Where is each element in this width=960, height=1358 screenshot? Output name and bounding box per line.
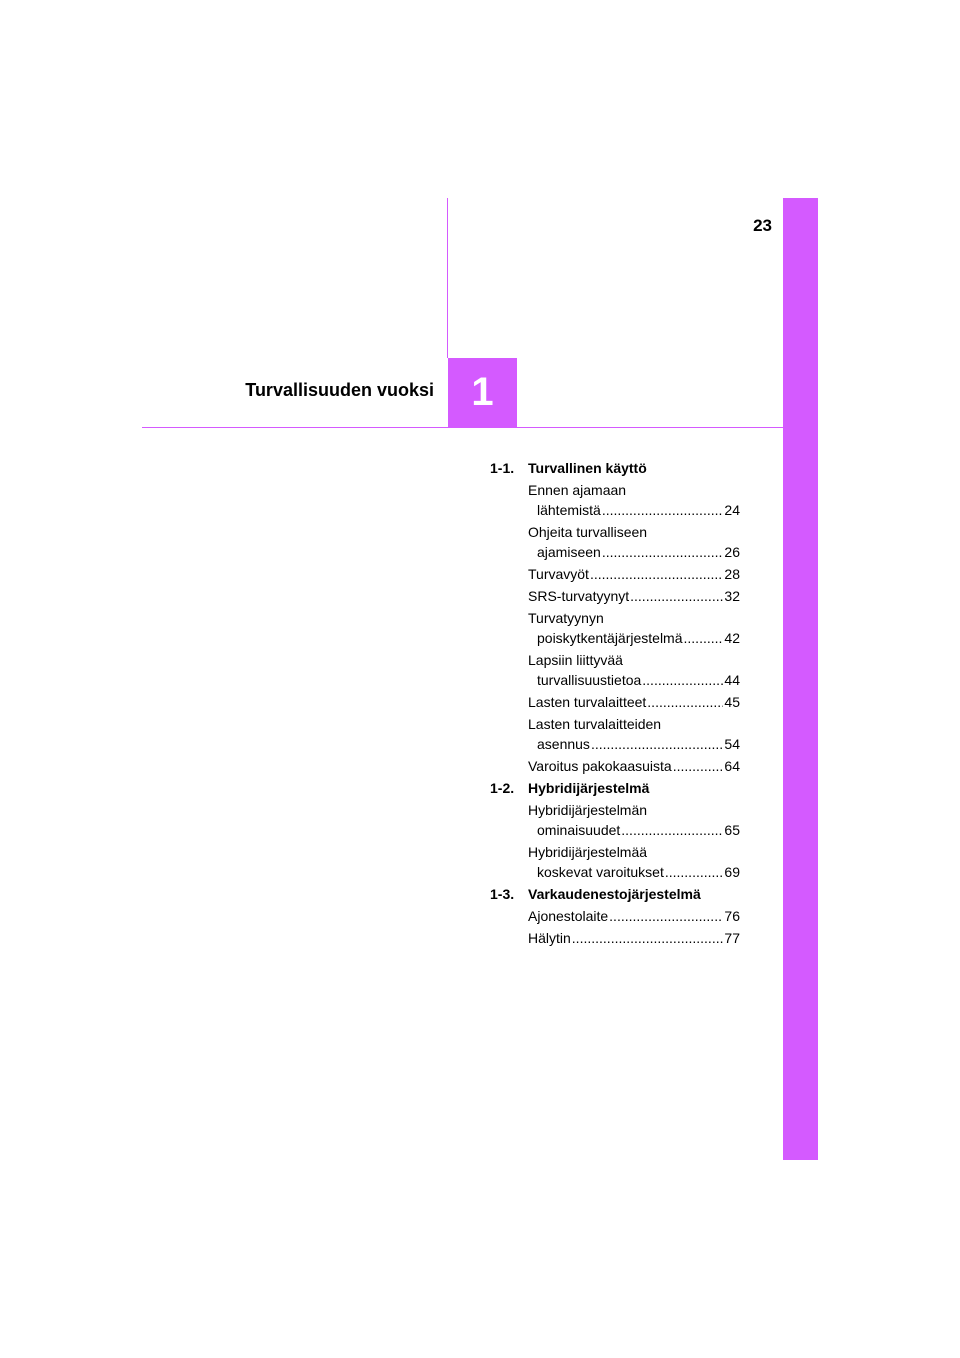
dot-leader bbox=[647, 692, 723, 712]
toc-entry-page: 26 bbox=[724, 544, 740, 560]
dot-leader bbox=[609, 906, 723, 926]
toc-entry-line bbox=[528, 928, 740, 948]
toc-entry[interactable] bbox=[490, 800, 740, 840]
toc-entry-page: 28 bbox=[724, 566, 740, 582]
toc-entry-line bbox=[528, 586, 740, 606]
toc-entry-line bbox=[528, 906, 740, 926]
toc-entry[interactable] bbox=[490, 842, 740, 882]
toc-entry-label: poiskytkentäjärjestelmä bbox=[537, 630, 683, 646]
toc-entry-page: 45 bbox=[724, 694, 740, 710]
toc-entry-title-line: Ohjeita turvalliseen bbox=[528, 524, 648, 540]
toc-section bbox=[490, 884, 740, 948]
toc-entry-label: turvallisuustietoa bbox=[537, 672, 642, 688]
toc-entry[interactable] bbox=[490, 756, 740, 776]
toc-entry-label: Ajonestolaite bbox=[528, 908, 609, 924]
toc-section-title: Turvallinen käyttö bbox=[528, 460, 647, 476]
dot-leader bbox=[665, 862, 724, 882]
toc-entry[interactable] bbox=[490, 522, 740, 562]
toc-entry-title-line: Lapsiin liittyvää bbox=[528, 652, 623, 668]
toc-entry-label: Turvavyöt bbox=[528, 566, 589, 582]
dot-leader bbox=[642, 670, 723, 690]
toc-entry[interactable] bbox=[490, 906, 740, 926]
toc-entry-label: asennus bbox=[537, 736, 590, 752]
toc-entry-line bbox=[528, 500, 740, 520]
page-number: 23 bbox=[753, 216, 772, 235]
toc-entry-line bbox=[528, 862, 740, 882]
toc-entry[interactable] bbox=[490, 564, 740, 584]
toc-entry[interactable] bbox=[490, 480, 740, 520]
toc-entry-title-line: Ennen ajamaan bbox=[528, 482, 627, 498]
toc-entry-page: 65 bbox=[724, 822, 740, 838]
toc-entry-title-line: Hybridijärjestelmän bbox=[528, 802, 648, 818]
chapter-number-box bbox=[448, 358, 517, 427]
chapter-side-tab bbox=[783, 198, 818, 1160]
dot-leader bbox=[630, 586, 723, 606]
dot-leader bbox=[621, 820, 723, 840]
toc-entry-page: 44 bbox=[724, 672, 740, 688]
toc-section-number: 1-1. bbox=[490, 460, 515, 476]
dot-leader bbox=[602, 542, 724, 562]
toc-section-heading[interactable] bbox=[490, 458, 740, 478]
toc-entry-line bbox=[528, 628, 740, 648]
toc-entry[interactable] bbox=[490, 586, 740, 606]
toc-entry-label: Varoitus pakokaasuista bbox=[528, 758, 672, 774]
toc-entry-page: 64 bbox=[724, 758, 740, 774]
table-of-contents bbox=[490, 458, 740, 950]
toc-entry[interactable] bbox=[490, 928, 740, 948]
dot-leader bbox=[602, 500, 724, 520]
toc-entry-page: 32 bbox=[724, 588, 740, 604]
vertical-divider bbox=[447, 198, 448, 358]
toc-entry-line bbox=[528, 820, 740, 840]
toc-entry-line bbox=[528, 542, 740, 562]
dot-leader bbox=[572, 928, 724, 948]
toc-entry-line bbox=[528, 670, 740, 690]
toc-entry-label: Lasten turvalaitteet bbox=[528, 694, 647, 710]
toc-entry-line bbox=[528, 692, 740, 712]
toc-entry-title-line: Lasten turvalaitteiden bbox=[528, 716, 662, 732]
toc-entry-page: 77 bbox=[724, 930, 740, 946]
toc-entry-title-line: Turvatyynyn bbox=[528, 610, 604, 626]
dot-leader bbox=[590, 564, 723, 584]
toc-entry[interactable] bbox=[490, 714, 740, 754]
toc-section-heading[interactable] bbox=[490, 778, 740, 798]
toc-section-heading[interactable] bbox=[490, 884, 740, 904]
toc-entry-line bbox=[528, 564, 740, 584]
toc-section bbox=[490, 458, 740, 776]
horizontal-divider bbox=[142, 427, 783, 428]
toc-entry[interactable] bbox=[490, 608, 740, 648]
toc-section-number: 1-3. bbox=[490, 886, 515, 902]
toc-entry-title-line: Hybridijärjestelmää bbox=[528, 844, 648, 860]
toc-entry-label: lähtemistä bbox=[537, 502, 601, 518]
toc-entry[interactable] bbox=[490, 692, 740, 712]
toc-entry-label: koskevat varoitukset bbox=[537, 864, 664, 880]
chapter-number: 1 bbox=[471, 370, 494, 414]
toc-entry-label: Hälytin bbox=[528, 930, 571, 946]
toc-section-number: 1-2. bbox=[490, 780, 515, 796]
toc-entry-page: 54 bbox=[724, 736, 740, 752]
dot-leader bbox=[591, 734, 723, 754]
toc-entry-page: 42 bbox=[724, 630, 740, 646]
toc-entry-line bbox=[528, 756, 740, 776]
toc-section-title: Varkaudenestojärjestelmä bbox=[528, 886, 701, 902]
toc-section bbox=[490, 778, 740, 882]
toc-entry-line bbox=[528, 734, 740, 754]
dot-leader bbox=[673, 756, 724, 776]
toc-entry-label: ominaisuudet bbox=[537, 822, 621, 838]
toc-entry-page: 24 bbox=[724, 502, 740, 518]
toc-section-title: Hybridijärjestelmä bbox=[528, 780, 650, 796]
toc-entry-label: SRS-turvatyynyt bbox=[528, 588, 630, 604]
toc-entry-page: 76 bbox=[724, 908, 740, 924]
dot-leader bbox=[684, 628, 724, 648]
toc-entry[interactable] bbox=[490, 650, 740, 690]
toc-entry-label: ajamiseen bbox=[537, 544, 601, 560]
toc-entry-page: 69 bbox=[724, 864, 740, 880]
section-title: Turvallisuuden vuoksi bbox=[245, 380, 434, 400]
